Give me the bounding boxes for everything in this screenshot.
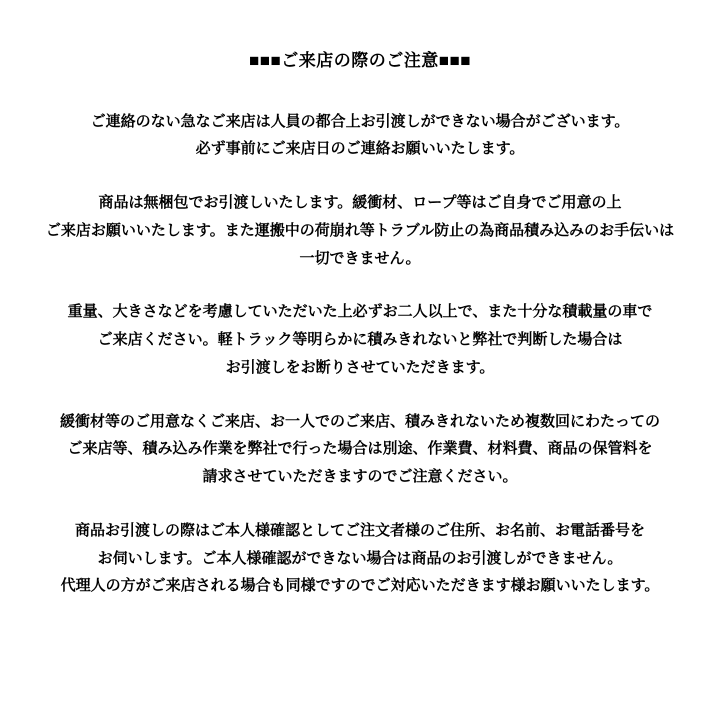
notice-paragraph-vehicle-capacity (18, 298, 702, 381)
notice-line: お引渡しをお断りさせていただきます。 (225, 358, 495, 376)
page-title: ■■■ご来店の際のご注意■■■ (248, 51, 472, 70)
notice-paragraph-extra-fees (18, 408, 702, 491)
notice-line: ご来店等、積み込み作業を弊社で行った場合は別途、作業費、材料費、商品の保管料を (67, 440, 653, 458)
notice-line: ご連絡のない急なご来店は人員の都合上お引渡しができない場合がございます。 (90, 112, 630, 130)
notice-paragraph-packaging (18, 189, 702, 272)
notice-line: 重量、大きさなどを考慮していただいた上必ずお二人以上で、また十分な積載量の車で (67, 303, 653, 321)
notice-line: ご来店お願いいたします。また運搬中の荷崩れ等トラブル防止の為商品積み込みのお手伝いは (45, 221, 675, 239)
notice-line: ご来店ください。軽トラック等明らかに積みきれないと弊社で判断した場合は (97, 331, 623, 348)
notice-line: 代理人の方がご来店される場合も同様ですのでご対応いただきます様お願いいたします。 (60, 577, 660, 595)
notice-line: 必ず事前にご来店日のご連絡お願いいたします。 (195, 140, 525, 158)
notice-line: 商品お引渡しの際はご本人様確認としてご注文者様のご住所、お名前、お電話番号を (74, 521, 645, 539)
notice-line: 一切できません。 (299, 249, 421, 267)
notice-line: 商品は無梱包でお引渡しいたします。緩衝材、ロープ等はご自身でご用意の上 (98, 194, 622, 211)
notice-paragraph-advance-contact (18, 108, 702, 164)
notice-line: 請求させていただきますのでご注意ください。 (202, 468, 518, 485)
notice-line: お伺いします。ご本人様確認ができない場合は商品のお引渡しができません。 (97, 549, 623, 567)
notice-line: 緩衝材等のご用意なくご来店、お一人でのご来店、積みきれないため複数回にわたっての (59, 412, 660, 430)
notice-paragraph-identity-check (18, 517, 702, 600)
